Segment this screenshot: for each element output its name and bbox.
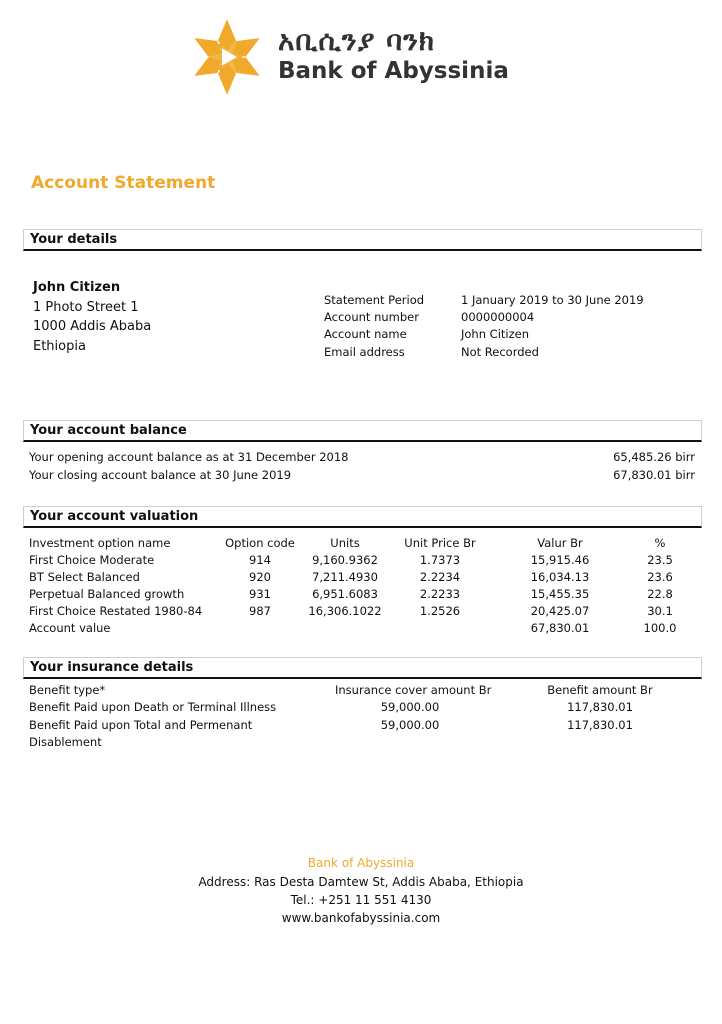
valuation-cell-code: 987 bbox=[249, 604, 271, 618]
insurance-cell-type: Benefit Paid upon Death or Terminal Illness bbox=[29, 700, 277, 714]
valuation-cell-price: 1.2526 bbox=[419, 604, 461, 618]
bank-name-amharic: አቢሲንያ ባንክ bbox=[278, 24, 436, 57]
column-header: Units bbox=[330, 536, 360, 550]
field-label: Email address bbox=[324, 345, 405, 359]
valuation-cell-name: BT Select Balanced bbox=[29, 570, 140, 584]
valuation-total-value: 67,830.01 bbox=[530, 621, 590, 635]
address-line-1: 1 Photo Street 1 bbox=[33, 300, 139, 315]
column-header: Option code bbox=[225, 536, 295, 550]
valuation-cell-value: 20,425.07 bbox=[530, 604, 590, 618]
valuation-cell-value: 15,455.35 bbox=[530, 587, 590, 601]
balance-label: Your closing account balance at 30 June 2019 bbox=[29, 468, 292, 482]
valuation-cell-units: 6,951.6083 bbox=[312, 587, 378, 601]
field-value: Not Recorded bbox=[461, 345, 539, 359]
insurance-cell-type: Benefit Paid upon Total and Permenant bbox=[29, 718, 253, 732]
valuation-cell-pct: 23.5 bbox=[647, 553, 673, 567]
column-header: Benefit amount Br bbox=[547, 683, 653, 697]
column-header: Unit Price Br bbox=[404, 536, 476, 550]
column-header: % bbox=[654, 536, 666, 550]
balance-label: Your opening account balance as at 31 December 2018 bbox=[29, 450, 349, 464]
column-header: Investment option name bbox=[29, 536, 171, 550]
balance-value: 65,485.26 birr bbox=[613, 450, 695, 464]
valuation-cell-value: 15,915.46 bbox=[530, 553, 590, 567]
valuation-cell-price: 1.7373 bbox=[419, 553, 461, 567]
valuation-cell-price: 2.2233 bbox=[419, 587, 461, 601]
valuation-cell-code: 931 bbox=[249, 587, 271, 601]
customer-name: John Citizen bbox=[33, 280, 121, 295]
column-header: Insurance cover amount Br bbox=[335, 683, 492, 697]
section-header-valuation: Your account valuation bbox=[23, 506, 702, 528]
insurance-cell-cover: 59,000.00 bbox=[380, 700, 440, 714]
footer-address: Address: Ras Desta Damtew St, Addis Ababa, Ethiopia bbox=[198, 875, 524, 889]
valuation-cell-pct: 30.1 bbox=[647, 604, 673, 618]
insurance-cell-cover: 59,000.00 bbox=[380, 718, 440, 732]
valuation-cell-pct: 23.6 bbox=[647, 570, 673, 584]
column-header: Valur Br bbox=[537, 536, 583, 550]
valuation-cell-name: Perpetual Balanced growth bbox=[29, 587, 185, 601]
valuation-cell-units: 9,160.9362 bbox=[312, 553, 378, 567]
field-value: 0000000004 bbox=[461, 310, 535, 324]
bank-name-english: Bank of Abyssinia bbox=[278, 58, 509, 84]
valuation-cell-name: First Choice Moderate bbox=[29, 553, 155, 567]
valuation-cell-price: 2.2234 bbox=[419, 570, 461, 584]
section-header-balance: Your account balance bbox=[23, 420, 702, 442]
bank-logo-icon bbox=[186, 16, 268, 98]
field-label: Statement Period bbox=[324, 293, 425, 307]
insurance-cell-benefit: 117,830.01 bbox=[567, 700, 633, 714]
balance-value: 67,830.01 birr bbox=[613, 468, 695, 482]
field-value: John Citizen bbox=[461, 327, 529, 341]
valuation-cell-value: 16,034.13 bbox=[530, 570, 590, 584]
valuation-total-label: Account value bbox=[29, 621, 111, 635]
field-label: Account number bbox=[324, 310, 419, 324]
valuation-cell-name: First Choice Restated 1980-84 bbox=[29, 604, 203, 618]
document-title: Account Statement bbox=[31, 173, 216, 193]
valuation-cell-code: 920 bbox=[249, 570, 271, 584]
valuation-cell-units: 7,211.4930 bbox=[312, 570, 378, 584]
insurance-cell-type-continued: Disablement bbox=[29, 735, 102, 749]
footer-telephone: Tel.: +251 11 551 4130 bbox=[290, 893, 432, 907]
address-line-2: 1000 Addis Ababa bbox=[33, 319, 152, 334]
column-header: Benefit type* bbox=[29, 683, 106, 697]
section-header-details: Your details bbox=[23, 229, 702, 251]
footer-website-link[interactable]: www.bankofabyssinia.com bbox=[281, 911, 441, 925]
field-value: 1 January 2019 to 30 June 2019 bbox=[461, 293, 644, 307]
section-header-insurance: Your insurance details bbox=[23, 657, 702, 679]
address-line-3: Ethiopia bbox=[33, 339, 86, 354]
valuation-cell-pct: 22.8 bbox=[647, 587, 673, 601]
field-label: Account name bbox=[324, 327, 407, 341]
valuation-cell-code: 914 bbox=[249, 553, 271, 567]
footer-bank-name: Bank of Abyssinia bbox=[307, 856, 415, 870]
insurance-cell-benefit: 117,830.01 bbox=[567, 718, 633, 732]
valuation-total-pct: 100.0 bbox=[643, 621, 677, 635]
valuation-cell-units: 16,306.1022 bbox=[308, 604, 382, 618]
